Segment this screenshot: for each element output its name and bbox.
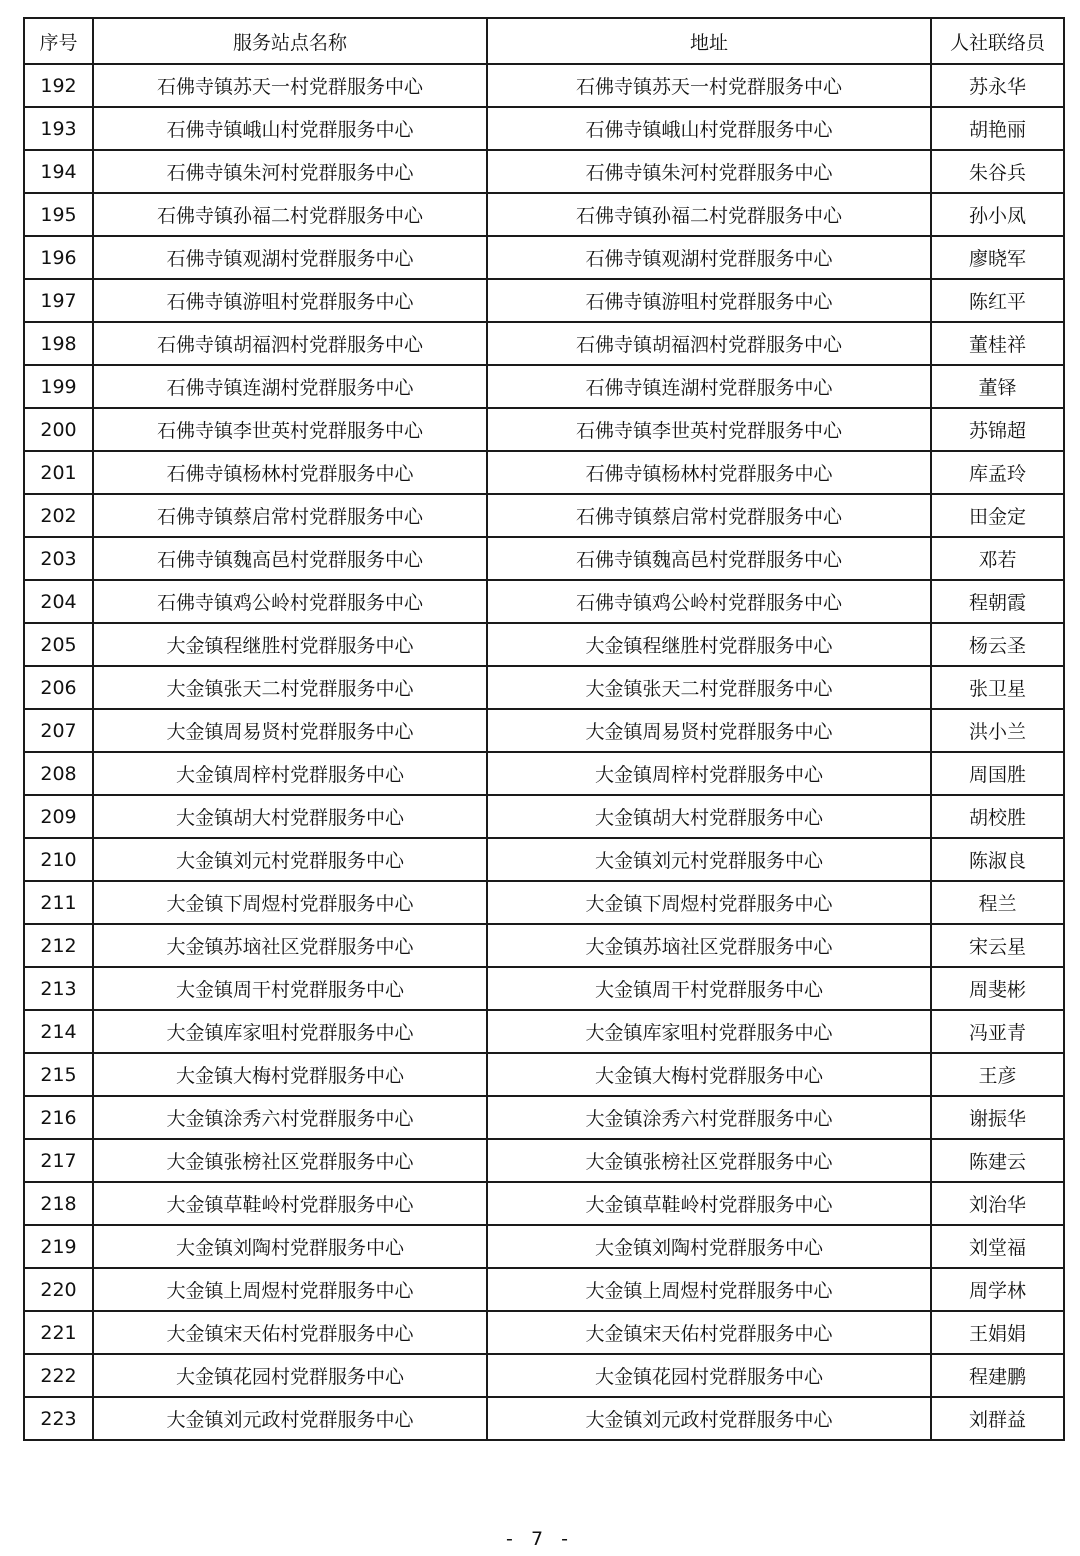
cell-serial-number: 221 xyxy=(24,1311,93,1354)
cell-serial-number: 206 xyxy=(24,666,93,709)
cell-station-name: 大金镇上周煜村党群服务中心 xyxy=(93,1268,487,1311)
cell-station-name: 石佛寺镇朱河村党群服务中心 xyxy=(93,150,487,193)
cell-address: 大金镇涂秀六村党群服务中心 xyxy=(487,1096,931,1139)
cell-contact-person: 冯亚青 xyxy=(931,1010,1064,1053)
cell-address: 石佛寺镇杨林村党群服务中心 xyxy=(487,451,931,494)
table-row xyxy=(24,537,1064,580)
cell-contact-person: 董桂祥 xyxy=(931,322,1064,365)
cell-contact-person: 周学林 xyxy=(931,1268,1064,1311)
cell-contact-person: 陈建云 xyxy=(931,1139,1064,1182)
table-header xyxy=(24,18,1064,64)
cell-address: 石佛寺镇魏高邑村党群服务中心 xyxy=(487,537,931,580)
table-row xyxy=(24,1096,1064,1139)
cell-address: 石佛寺镇孙福二村党群服务中心 xyxy=(487,193,931,236)
table-row xyxy=(24,193,1064,236)
cell-contact-person: 王娟娟 xyxy=(931,1311,1064,1354)
cell-serial-number: 196 xyxy=(24,236,93,279)
cell-contact-person: 周国胜 xyxy=(931,752,1064,795)
header-station-name: 服务站点名称 xyxy=(93,18,487,64)
cell-contact-person: 库孟玲 xyxy=(931,451,1064,494)
table-row xyxy=(24,1354,1064,1397)
cell-address: 石佛寺镇游咀村党群服务中心 xyxy=(487,279,931,322)
table-row xyxy=(24,1225,1064,1268)
cell-address: 大金镇库家咀村党群服务中心 xyxy=(487,1010,931,1053)
table-row xyxy=(24,107,1064,150)
table-row xyxy=(24,1268,1064,1311)
table-row xyxy=(24,795,1064,838)
cell-contact-person: 董铎 xyxy=(931,365,1064,408)
cell-station-name: 大金镇刘陶村党群服务中心 xyxy=(93,1225,487,1268)
cell-station-name: 石佛寺镇魏高邑村党群服务中心 xyxy=(93,537,487,580)
cell-address: 大金镇花园村党群服务中心 xyxy=(487,1354,931,1397)
cell-contact-person: 周斐彬 xyxy=(931,967,1064,1010)
cell-serial-number: 208 xyxy=(24,752,93,795)
cell-serial-number: 219 xyxy=(24,1225,93,1268)
cell-serial-number: 199 xyxy=(24,365,93,408)
table-row xyxy=(24,1397,1064,1440)
cell-address: 大金镇胡大村党群服务中心 xyxy=(487,795,931,838)
table-body xyxy=(24,64,1064,1440)
table-row xyxy=(24,1311,1064,1354)
cell-address: 大金镇刘元政村党群服务中心 xyxy=(487,1397,931,1440)
cell-serial-number: 194 xyxy=(24,150,93,193)
cell-contact-person: 朱谷兵 xyxy=(931,150,1064,193)
cell-station-name: 石佛寺镇峨山村党群服务中心 xyxy=(93,107,487,150)
table-row xyxy=(24,365,1064,408)
table-row xyxy=(24,1139,1064,1182)
cell-station-name: 石佛寺镇苏天一村党群服务中心 xyxy=(93,64,487,107)
cell-contact-person: 程建鹏 xyxy=(931,1354,1064,1397)
cell-serial-number: 215 xyxy=(24,1053,93,1096)
cell-station-name: 大金镇胡大村党群服务中心 xyxy=(93,795,487,838)
cell-contact-person: 宋云星 xyxy=(931,924,1064,967)
cell-serial-number: 195 xyxy=(24,193,93,236)
cell-serial-number: 211 xyxy=(24,881,93,924)
cell-station-name: 大金镇草鞋岭村党群服务中心 xyxy=(93,1182,487,1225)
cell-address: 石佛寺镇连湖村党群服务中心 xyxy=(487,365,931,408)
cell-address: 大金镇周干村党群服务中心 xyxy=(487,967,931,1010)
cell-contact-person: 廖晓军 xyxy=(931,236,1064,279)
cell-station-name: 大金镇库家咀村党群服务中心 xyxy=(93,1010,487,1053)
cell-serial-number: 198 xyxy=(24,322,93,365)
cell-contact-person: 谢振华 xyxy=(931,1096,1064,1139)
table-row xyxy=(24,752,1064,795)
table-row xyxy=(24,322,1064,365)
cell-address: 石佛寺镇观湖村党群服务中心 xyxy=(487,236,931,279)
cell-station-name: 大金镇下周煜村党群服务中心 xyxy=(93,881,487,924)
header-row xyxy=(24,18,1064,64)
cell-station-name: 石佛寺镇李世英村党群服务中心 xyxy=(93,408,487,451)
cell-contact-person: 陈红平 xyxy=(931,279,1064,322)
cell-serial-number: 197 xyxy=(24,279,93,322)
cell-contact-person: 杨云圣 xyxy=(931,623,1064,666)
cell-address: 大金镇周梓村党群服务中心 xyxy=(487,752,931,795)
cell-station-name: 大金镇花园村党群服务中心 xyxy=(93,1354,487,1397)
cell-serial-number: 204 xyxy=(24,580,93,623)
cell-contact-person: 邓若 xyxy=(931,537,1064,580)
cell-station-name: 大金镇大梅村党群服务中心 xyxy=(93,1053,487,1096)
table-row xyxy=(24,924,1064,967)
cell-contact-person: 洪小兰 xyxy=(931,709,1064,752)
cell-contact-person: 张卫星 xyxy=(931,666,1064,709)
cell-serial-number: 213 xyxy=(24,967,93,1010)
table-row xyxy=(24,150,1064,193)
cell-contact-person: 胡艳丽 xyxy=(931,107,1064,150)
table-row xyxy=(24,279,1064,322)
cell-serial-number: 214 xyxy=(24,1010,93,1053)
cell-address: 石佛寺镇蔡启常村党群服务中心 xyxy=(487,494,931,537)
cell-address: 大金镇宋天佑村党群服务中心 xyxy=(487,1311,931,1354)
cell-address: 石佛寺镇鸡公岭村党群服务中心 xyxy=(487,580,931,623)
cell-serial-number: 202 xyxy=(24,494,93,537)
cell-serial-number: 218 xyxy=(24,1182,93,1225)
cell-serial-number: 223 xyxy=(24,1397,93,1440)
table-row xyxy=(24,580,1064,623)
table-row xyxy=(24,451,1064,494)
cell-address: 石佛寺镇朱河村党群服务中心 xyxy=(487,150,931,193)
cell-station-name: 石佛寺镇杨林村党群服务中心 xyxy=(93,451,487,494)
cell-station-name: 大金镇张榜社区党群服务中心 xyxy=(93,1139,487,1182)
service-station-table xyxy=(23,17,1065,1441)
cell-serial-number: 200 xyxy=(24,408,93,451)
table-row xyxy=(24,494,1064,537)
table-row xyxy=(24,623,1064,666)
cell-contact-person: 程朝霞 xyxy=(931,580,1064,623)
cell-serial-number: 217 xyxy=(24,1139,93,1182)
cell-contact-person: 田金定 xyxy=(931,494,1064,537)
table-row xyxy=(24,967,1064,1010)
cell-address: 大金镇张榜社区党群服务中心 xyxy=(487,1139,931,1182)
cell-serial-number: 216 xyxy=(24,1096,93,1139)
table-row xyxy=(24,1182,1064,1225)
cell-station-name: 大金镇刘元政村党群服务中心 xyxy=(93,1397,487,1440)
cell-serial-number: 207 xyxy=(24,709,93,752)
cell-contact-person: 王彦 xyxy=(931,1053,1064,1096)
cell-address: 大金镇刘元村党群服务中心 xyxy=(487,838,931,881)
cell-station-name: 石佛寺镇连湖村党群服务中心 xyxy=(93,365,487,408)
cell-contact-person: 刘堂福 xyxy=(931,1225,1064,1268)
cell-serial-number: 220 xyxy=(24,1268,93,1311)
cell-address: 大金镇草鞋岭村党群服务中心 xyxy=(487,1182,931,1225)
cell-contact-person: 刘治华 xyxy=(931,1182,1064,1225)
cell-address: 大金镇苏垴社区党群服务中心 xyxy=(487,924,931,967)
cell-serial-number: 203 xyxy=(24,537,93,580)
table-row xyxy=(24,838,1064,881)
cell-serial-number: 212 xyxy=(24,924,93,967)
table-row xyxy=(24,666,1064,709)
cell-station-name: 大金镇刘元村党群服务中心 xyxy=(93,838,487,881)
cell-serial-number: 210 xyxy=(24,838,93,881)
cell-address: 大金镇周易贤村党群服务中心 xyxy=(487,709,931,752)
cell-station-name: 石佛寺镇观湖村党群服务中心 xyxy=(93,236,487,279)
cell-address: 石佛寺镇胡福泗村党群服务中心 xyxy=(487,322,931,365)
header-address: 地址 xyxy=(487,18,931,64)
cell-address: 石佛寺镇峨山村党群服务中心 xyxy=(487,107,931,150)
cell-station-name: 石佛寺镇孙福二村党群服务中心 xyxy=(93,193,487,236)
cell-contact-person: 胡校胜 xyxy=(931,795,1064,838)
table-row xyxy=(24,408,1064,451)
cell-station-name: 大金镇宋天佑村党群服务中心 xyxy=(93,1311,487,1354)
cell-contact-person: 刘群益 xyxy=(931,1397,1064,1440)
cell-contact-person: 陈淑良 xyxy=(931,838,1064,881)
cell-address: 大金镇上周煜村党群服务中心 xyxy=(487,1268,931,1311)
cell-address: 大金镇张天二村党群服务中心 xyxy=(487,666,931,709)
cell-address: 大金镇大梅村党群服务中心 xyxy=(487,1053,931,1096)
cell-address: 大金镇程继胜村党群服务中心 xyxy=(487,623,931,666)
cell-serial-number: 205 xyxy=(24,623,93,666)
cell-address: 大金镇下周煜村党群服务中心 xyxy=(487,881,931,924)
cell-address: 石佛寺镇苏天一村党群服务中心 xyxy=(487,64,931,107)
cell-station-name: 石佛寺镇蔡启常村党群服务中心 xyxy=(93,494,487,537)
table-row xyxy=(24,881,1064,924)
cell-contact-person: 孙小凤 xyxy=(931,193,1064,236)
cell-station-name: 石佛寺镇胡福泗村党群服务中心 xyxy=(93,322,487,365)
cell-contact-person: 苏永华 xyxy=(931,64,1064,107)
cell-station-name: 大金镇张天二村党群服务中心 xyxy=(93,666,487,709)
cell-station-name: 大金镇周易贤村党群服务中心 xyxy=(93,709,487,752)
cell-station-name: 石佛寺镇鸡公岭村党群服务中心 xyxy=(93,580,487,623)
table-row xyxy=(24,64,1064,107)
table-row xyxy=(24,236,1064,279)
cell-station-name: 大金镇周梓村党群服务中心 xyxy=(93,752,487,795)
cell-serial-number: 222 xyxy=(24,1354,93,1397)
cell-station-name: 大金镇程继胜村党群服务中心 xyxy=(93,623,487,666)
cell-address: 大金镇刘陶村党群服务中心 xyxy=(487,1225,931,1268)
header-contact-person: 人社联络员 xyxy=(931,18,1064,64)
cell-station-name: 石佛寺镇游咀村党群服务中心 xyxy=(93,279,487,322)
cell-serial-number: 192 xyxy=(24,64,93,107)
cell-contact-person: 苏锦超 xyxy=(931,408,1064,451)
table-row xyxy=(24,709,1064,752)
cell-contact-person: 程兰 xyxy=(931,881,1064,924)
cell-serial-number: 193 xyxy=(24,107,93,150)
cell-serial-number: 209 xyxy=(24,795,93,838)
cell-serial-number: 201 xyxy=(24,451,93,494)
cell-station-name: 大金镇苏垴社区党群服务中心 xyxy=(93,924,487,967)
page-number: - 7 - xyxy=(506,1528,574,1550)
cell-station-name: 大金镇涂秀六村党群服务中心 xyxy=(93,1096,487,1139)
header-serial-number: 序号 xyxy=(24,18,93,64)
table-row xyxy=(24,1053,1064,1096)
table-row xyxy=(24,1010,1064,1053)
cell-address: 石佛寺镇李世英村党群服务中心 xyxy=(487,408,931,451)
cell-station-name: 大金镇周干村党群服务中心 xyxy=(93,967,487,1010)
